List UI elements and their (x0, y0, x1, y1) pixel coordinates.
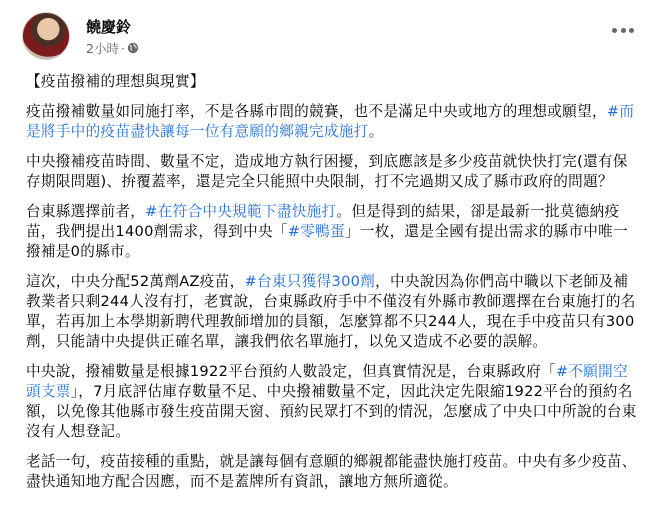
author-avatar[interactable] (22, 12, 70, 60)
p4-a: 這次，中央分配52萬劑AZ疫苗， (26, 273, 245, 290)
post-meta (86, 39, 139, 57)
hashtag-link[interactable]: #不願開空頭支票 (26, 363, 628, 400)
paragraph-4 (26, 272, 638, 352)
p3-a: 台東縣選擇前者， (26, 203, 146, 220)
paragraph-6: 老話一句，疫苗接種的重點，就是讓每個有意願的鄉親都能盡快施打疫苗。中央有多少疫苗、盡快通知地方配合因應，而不是蓋牌所有資訊，讓地方無所適從。 (26, 453, 637, 490)
author-name[interactable]: 饒慶鈴 (86, 18, 132, 36)
post-time[interactable]: 2小時 (86, 41, 119, 56)
hashtag-link[interactable]: #而是將手中的疫苗盡快讓每一位有意願的鄉親完成施打 (26, 103, 635, 140)
post-body (26, 72, 638, 502)
p1-end: 。 (368, 123, 384, 140)
paragraph-3 (26, 202, 638, 262)
paragraph-5 (26, 362, 638, 442)
hashtag-link[interactable]: #台東只獲得300劑 (244, 273, 376, 290)
globe-icon (127, 42, 139, 54)
post-title: 【疫苗撥補的理想與現實】 (26, 73, 205, 90)
paragraph-1 (26, 102, 638, 142)
p5-a: 中央說，撥補數量是根據1922平台預約人數設定，但真實情況是，台東縣政府「 (26, 363, 556, 380)
p3-c: 」一枚，還是全國有提出需求的縣市中唯一撥補是0的縣市。 (26, 223, 628, 260)
hashtag-link[interactable]: #在符合中央規範下盡快施打 (145, 203, 337, 220)
more-options-icon[interactable] (612, 26, 634, 34)
paragraph-2: 中央撥補疫苗時間、數量不定，造成地方執行困擾，到底應該是多少疫苗就快快打完(還有保存期限問題)、拚覆蓋率，還是完全只能照中央限制，打不完過期又成了縣市政府的問題？ (26, 153, 628, 190)
p1-text: 疫苗撥補數量如同施打率，不是各縣市間的競賽，也不是滿足中央或地方的理想或願望， (26, 103, 607, 120)
p4-b: ，中央說因為你們高中職以下老師及補教業者只剩244人沒有打，老實說，台東縣政府手中不僅沒有外縣市教師選擇在台東施打的名單，若再加上本學期新聘代理教師增加的員額，怎麼算都不只244人，現在手中疫苗只有300劑，只能請中央提供正確名單，讓我們依名單施打，以免又造成不必要的誤解。 (26, 273, 636, 350)
hashtag-link[interactable]: #零鴨蛋 (287, 223, 345, 240)
post-header (22, 12, 646, 60)
p5-b: 」，7月底評估庫存數量不足、中央撥補數量不定，因此決定先限縮1922平台的預約名額，以免像其他縣市發生疫苗開天窗、預約民眾打不到的情況，怎麼成了中央口中所說的台東沒有人想登記。 (26, 383, 637, 440)
meta-separator: · (120, 40, 125, 56)
p3-b: 。但是得到的結果，卻是最新一批莫德納疫苗，我們提出1400劑需求，得到中央「 (26, 203, 620, 240)
